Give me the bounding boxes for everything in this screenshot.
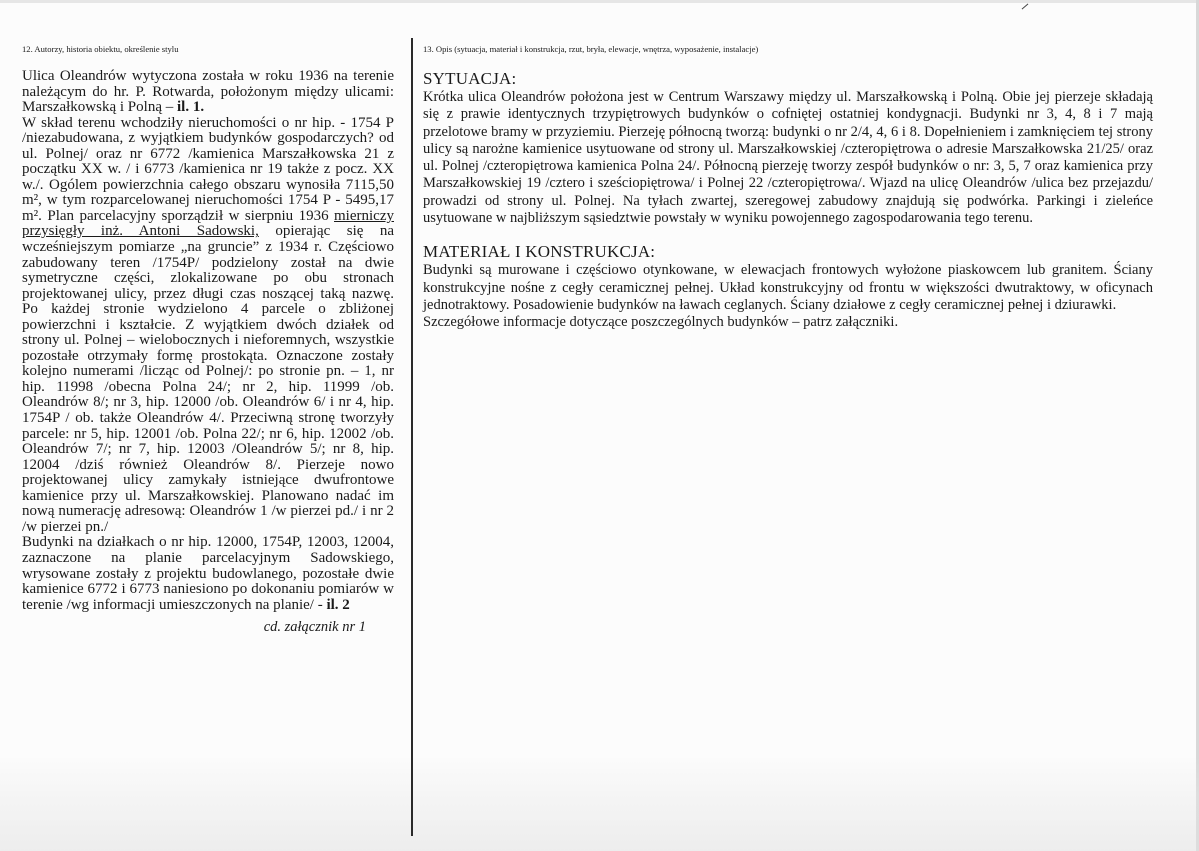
history-p1-text: Ulica Oleandrów wytyczona została w roku 1936 na terenie należącym do hr. P. Rotwarda, położonym między ulicami: Marszałkowską i Polną – xyxy=(22,68,394,116)
situation-heading: SYTUACJA: xyxy=(423,69,517,88)
scan-edge-top xyxy=(0,0,1199,3)
history-p2-text-a: W skład terenu wchodziły nieruchomości o nr hip. - 1754 P /niezabudowana, z wyjątkiem budynków gospodarczych? od ul. Polnej/ oraz nr 6772 /kamienica Marszałkowska 21 z początku XX w. / i 6773 /kamienica nr 19 także z pocz. XX w./. Ogólem powierzchnia całego obszaru wynosiła 7115,50 m², w tym rozparcelowanej nieruchomości 1754 P - 5495,17 m². Plan parcelacyjny sporządził w sierpniu 1936 xyxy=(22,114,394,224)
pencil-mark xyxy=(1022,4,1029,10)
details-note: Szczegółowe informacje dotyczące poszczególnych budynków – patrz załączniki. xyxy=(423,314,899,331)
continuation-note: cd. załącznik nr 1 xyxy=(263,619,366,636)
section-13-header: 13. Opis (sytuacja, materiał i konstrukcja, rzut, bryła, elewacje, wnętrza, wyposażenie, instalacje) xyxy=(423,44,759,54)
surveyor-name: mierniczy przysięgły inż. Antoni Sadowski, xyxy=(22,207,394,240)
history-p3-text: Budynki na działkach o nr hip. 12000, 1754P, 12003, 12004, zaznaczone na planie parcelacyjnym Sadowskiego, wrysowane zostały z projektu budowlanego, pozostałe dwie kamienice 6772 i 6773 naniesiono po dokonaniu pomiarów w terenie /wg informacji umieszczonych na planie/ - xyxy=(22,534,394,613)
section-gap xyxy=(423,227,1153,242)
scan-shadow-bottom xyxy=(0,755,1199,851)
history-column xyxy=(22,43,394,635)
material-text: Budynki są murowane i częściowo otynkowane, w elewacjach frontowych wyłożone piaskowcem lub granitem. Ściany konstrukcyjne nośne z cegły ceramicznej pełnej. Układ konstrukcyjny od frontu w większości dwutraktowy, w oficynach jednotraktowy. Posadowienie budynków na ławach ceglanych. Ściany działowe z cegły ceramicznej pełnej i dziurawki. xyxy=(423,262,1153,313)
material-heading: MATERIAŁ I KONSTRUKCJA: xyxy=(423,242,656,262)
figure-ref-1: il. 1. xyxy=(176,99,205,116)
history-p2-text-b: opierając się na wcześniejszym pomiarze „na gruncie” z 1934 r. Częściowo zabudowany teren /1754P/ podzielony został na dwie symetryczne części, zlokalizowane po obu stronach projektowanej ulicy, przez długi czas noszącej taką nazwę. Po każdej stronie wydzielono 4 parcele o zbliżonej powierzchni i kształcie. Z wyjątkiem dwóch działek od strony ul. Polnej – wielobocznych i nieforemnych, wszystkie pozostałe otrzymały formę prostokąta. Oznaczone zostały kolejno numerami /licząc od Polnej/: po stronie pn. – 1, nr hip. 11998 /obecna Polna 24/; nr 2, hip. 11999 /ob. Oleandrów 8/; nr 3, hip. 12000 /ob. Oleandrów 6/ i nr 4, hip. 1754P / ob. także Oleandrów 4/. Przeciwną stronę tworzyły parcele: nr 5, hip. 12001 /ob. Polna 22/; nr 6, hip. 12002 /ob. Oleandrów 7/; nr 7, hip. 12003 /Oleandrów 5/; nr 8, hip. 12004 /dziś również Oleandrów 8/. Pierzeje nowo projektowanej ulicy zamykały istniejące dwufrontowe kamienice przy ul. Marszałkowskiej. Planowano nadać im nową numerację adresową: Oleandrów 1 /w pierzei pd./ i nr 2 /w pierzei pn./ xyxy=(22,223,394,535)
column-divider xyxy=(411,38,413,836)
section-12-header: 12. Autorzy, historia obiektu, określenie stylu xyxy=(22,44,179,54)
history-paragraph-3 xyxy=(22,535,394,613)
history-paragraph-1 xyxy=(22,69,394,116)
figure-ref-2: il. 2 xyxy=(326,596,350,613)
situation-text: Krótka ulica Oleandrów położona jest w Centrum Warszawy między ul. Marszałkowską i Polną. Obie jej pierzeje składają się z prawie identycznych trzypiętrowych budynków o cofniętej ostatniej kondygnacji. Budynki nr 3, 4, 8 i 7 mają przelotowe bramy w przyziemiu. Pierzeję północną tworzą: budynki o nr 2/4, 4, 6 i 8. Dopełnieniem i zamknięciem tej strony ulicy są narożne kamienice usytuowane od strony ul. Marszałkowskiej /czteropiętrowa o adresie Marszałkowska 21/25/ oraz ul. Polnej /czteropiętrowa kamienica Polna 24/. Północną pierzeję tworzy zespół budynków o nr: 3, 5, 7 oraz kamienica przy Marszałkowskiej 19 /cztero i sześciopiętrowa/ i Polnej 22 /czteropiętrowa/. Wjazd na ulicę Oleandrów /ulica bez przejazdu/ prowadzi od strony ul. Polnej. Na tyłach zwartej, szeregowej zabudowy znajdują się podwórka. Parkingi i zieleńce usytuowane w najbliższym sąsiedztwie powstały w wyniku powojennego zagospodarowania tego terenu. xyxy=(423,89,1153,227)
history-text xyxy=(22,69,394,613)
history-paragraph-2 xyxy=(22,116,394,536)
description-column xyxy=(423,43,1153,332)
